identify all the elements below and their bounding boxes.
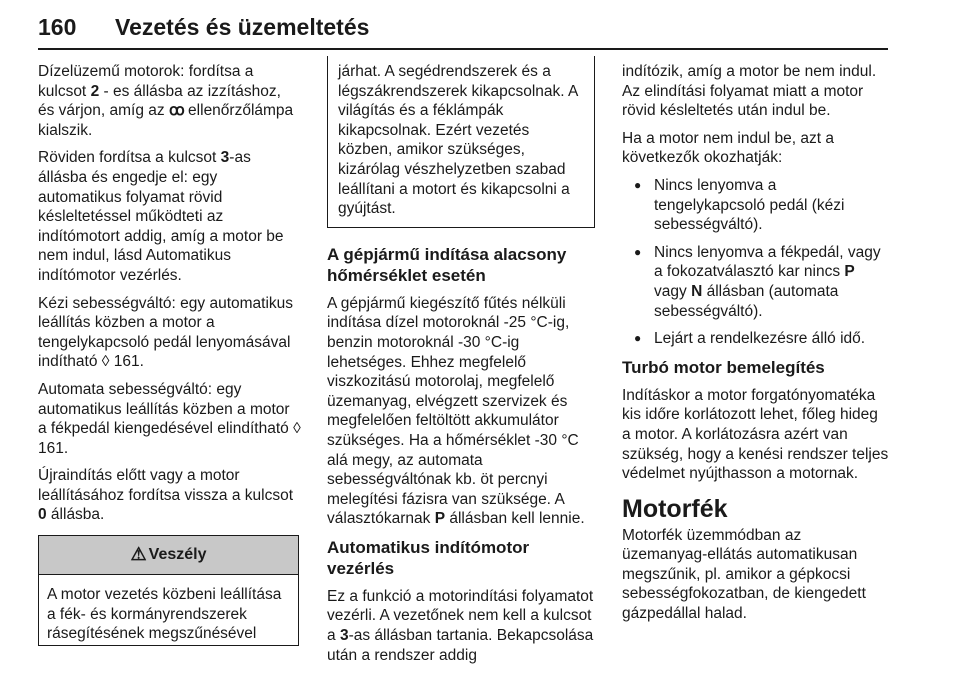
paragraph-diesel: Dízelüzemű motorok: fordítsa a kulcsot 2 - es állásba az izzításhoz, és várjon, amíg az ꝏ ellenőrzőlámpa kialszik. [38,63,294,139]
heading-turbo: Turbó motor bemelegítés [622,357,825,377]
warning-icon: ⚠ [130,544,147,565]
paragraph-auto-starter: Ez a funkció a motorindítási folyamatot vezérli. A vezetőnek nem kell a kulcsot a 3-as állásban tartania. Bekapcsolása után a rendszer addig [327,587,594,664]
list-item: ● Nincs lenyomva a tengelykapcsoló pedál (kézi sebességváltó). [622,176,890,235]
causes-list [622,176,890,349]
list-item: ● Lejárt a rendelkezésre álló idő. [622,329,890,349]
page-reference[interactable]: ◊ 161. [101,353,144,371]
page-number: 160 [38,14,77,40]
paragraph-turbo: Indításkor a motor forgatónyomatéka kis időre korlátozott lehet, főleg hideg a motor. A korlátozásra azért van szükség, hogy a kenési rendszer teljes védelmet nyújthasson a motornak. [622,386,889,483]
heading-auto-starter: Automatikus indítómotor vezérlés [327,537,530,578]
paragraph-turn-key: Röviden fordítsa a kulcsot 3-as állásba és engedje el: egy automatikus folyamat rövid késleltetéssel működteti az indítómotort addig, amíg a motor be nem indul, lásd Automatikus indítómotor vezérlés. [38,149,284,284]
danger-title: Veszély [148,546,207,564]
danger-header [39,536,298,575]
paragraph-cranks: indítózik, amíg a motor be nem indul. Az elindítási folyamat miatt a motor rövid késleltetés után indul be. [622,63,877,120]
danger-text: A motor vezetés közbeni leállítása a fék- és kormányrendszerek rásegítésének megszűnésével [47,586,282,643]
heading-cold-start: A gépjármű indítása alacsony hőmérséklet esetén [327,244,567,285]
column-2 [327,62,595,673]
page-title: Vezetés és üzemeltetés [115,14,370,40]
list-item: ● Nincs lenyomva a fékpedál, vagy a fokozatválasztó kar nincs P vagy N állásban (automata sebességváltó). [622,243,890,321]
page-header [38,8,888,48]
paragraph-manual: Kézi sebességváltó: egy automatikus leállítás közben a motor a tengelykapcsoló pedál lenyomásával indítható ◊ 161. [38,294,294,371]
column-1 [38,62,301,646]
column-3 [622,62,890,632]
glow-plug-icon: ꝏ [168,102,184,120]
paragraph-engine-brake: Motorfék üzemmódban az üzemanyag-ellátás automatikusan megszűnik, pl. amikor a gépkocsi sebességfokozatban, de kiengedett gázpedállal halad. [622,526,866,623]
paragraph-automatic: Automata sebességváltó: egy automatikus leállítás közben a motor a fékpedál kiengedésével elindítható ◊ 161. [38,380,301,457]
heading-engine-brake: Motorfék [622,494,728,523]
danger-box [38,535,299,646]
paragraph-cold-start: A gépjármű kiegészítő fűtés nélküli indítása dízel motoroknál -25 °C-ig, benzin motoroknál -30 °C-ig lehetséges. Ehhez megfelelő viszkozitású motorolaj, megfelelő üzemanyag, elvégzett szervizek és megfelelően feltöltött akkumulátor szükséges. Ha a hőmérséklet -30 °C alá megy, az automata sebességváltónak kb. öt percnyi melegítési fázisra van szüksége. A választókarnak P állásban kell lennie. [327,294,585,528]
paragraph-restart: Újraindítás előtt vagy a motor leállításához fordítsa vissza a kulcsot 0 állásba. [38,467,294,524]
header-divider [38,48,888,50]
page-reference[interactable]: ◊ 161. [38,420,301,457]
danger-box-continued: járhat. A segédrendszerek és a légszákrendszerek kikapcsolnak. A világítás és a féklámpák kikapcsolnak. Ezért vezetés közben, amikor szükséges, kizárólag vészhelyzetben szabad leállítani a motort és kikapcsolni a gyújtást. [327,56,595,228]
paragraph-causes: Ha a motor nem indul be, azt a következők okozhatják: [622,129,834,167]
